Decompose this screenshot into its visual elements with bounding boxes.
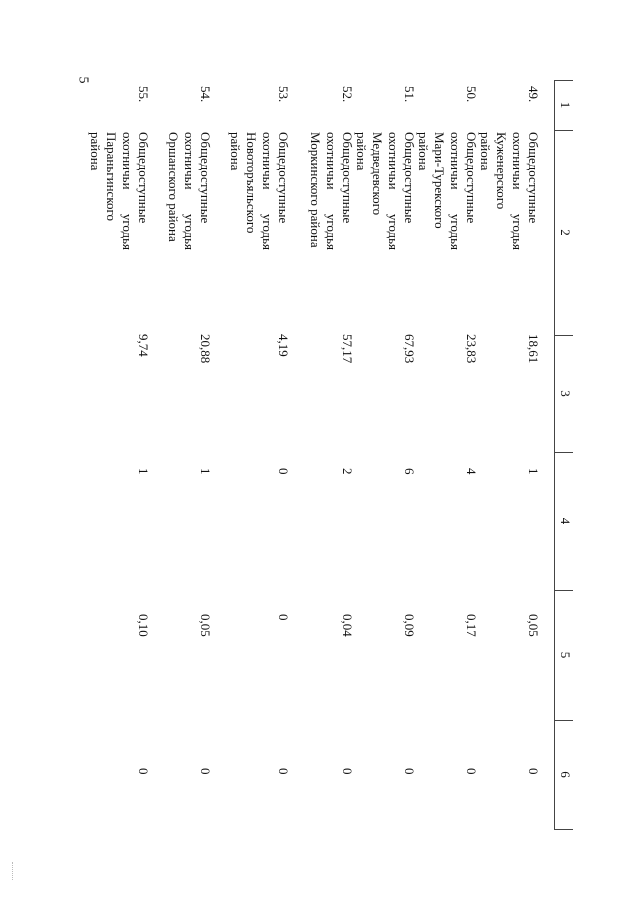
col5-value: 0,05	[198, 614, 213, 637]
row-number: 50.	[464, 86, 479, 103]
col3-value: 4,19	[276, 334, 291, 357]
col3-value: 23,83	[464, 334, 479, 364]
row-number: 55.	[136, 86, 151, 103]
hunting-grounds-table	[88, 80, 575, 830]
col5-value: 0,04	[340, 614, 355, 637]
table-header	[554, 80, 575, 830]
name-line: охотничьи угодья	[324, 132, 339, 250]
row-name	[415, 132, 479, 250]
row-name	[227, 132, 291, 250]
col6-value: 0	[464, 768, 479, 775]
header-col-2: 2	[558, 229, 573, 236]
row-name	[353, 132, 417, 250]
row-name	[165, 132, 213, 250]
row-name	[477, 132, 541, 250]
col4-value: 4	[464, 468, 479, 475]
col4-value: 2	[340, 468, 355, 475]
row-name	[87, 132, 151, 250]
row-number: 52.	[340, 86, 355, 103]
name-line: охотничьи угодья	[386, 132, 401, 250]
name-line: Мари-Турекского района	[416, 132, 447, 229]
name-line: Общедоступные	[198, 132, 213, 224]
name-line: Моркинского района	[308, 132, 323, 248]
header-col-3: 3	[558, 390, 573, 397]
name-line: Общедоступные	[340, 132, 355, 224]
col4-value: 1	[526, 468, 541, 475]
header-col-5: 5	[558, 651, 573, 659]
row-number: 54.	[198, 86, 213, 103]
col3-value: 20,88	[198, 334, 213, 364]
name-line: охотничьи угодья	[448, 132, 463, 250]
name-line: Оршанского района	[166, 132, 181, 242]
page-number: 5	[75, 76, 91, 84]
col5-value: 0,09	[402, 614, 417, 637]
col5-value: 0,10	[136, 614, 151, 637]
scan-mark	[12, 862, 15, 880]
name-line: охотничьи угодья	[120, 132, 135, 250]
col6-value: 0	[198, 768, 213, 775]
col3-value: 9,74	[136, 334, 151, 357]
col6-value: 0	[526, 768, 541, 775]
col3-value: 57,17	[340, 334, 355, 364]
name-line: Новоторъяльского	[244, 132, 259, 234]
header-col-6: 6	[558, 771, 573, 778]
col6-value: 0	[340, 768, 355, 775]
col3-value: 18,61	[526, 334, 541, 364]
col4-value: 6	[402, 468, 417, 475]
col4-value: 1	[136, 468, 151, 475]
row-number: 51.	[402, 86, 417, 103]
col4-value: 1	[198, 468, 213, 475]
col5-value: 0,05	[526, 614, 541, 637]
name-line: охотничьи угодья	[510, 132, 525, 250]
row-number: 49.	[526, 86, 541, 103]
name-line: охотничьи угодья	[260, 132, 275, 250]
name-line: Медведевского района	[354, 132, 385, 216]
name-line: Общедоступные	[276, 132, 291, 224]
col6-value: 0	[136, 768, 151, 775]
name-line: Общедоступные	[526, 132, 541, 224]
name-line: Общедоступные	[402, 132, 417, 224]
name-line: Общедоступные	[136, 132, 151, 224]
col6-value: 0	[276, 768, 291, 775]
col5-value: 0	[276, 614, 291, 621]
name-line: района	[228, 132, 243, 171]
row-number: 53.	[276, 86, 291, 103]
col4-value: 0	[276, 468, 291, 475]
name-line: охотничьи угодья	[182, 132, 197, 250]
row-name	[307, 132, 355, 250]
col6-value: 0	[402, 768, 417, 775]
col3-value: 67,93	[402, 334, 417, 364]
header-col-4: 4	[558, 517, 573, 525]
name-line: Общедоступные	[464, 132, 479, 224]
name-line: Параньгинского района	[88, 132, 119, 221]
name-line: Куженерского района	[478, 132, 509, 210]
header-col-1: 1	[558, 101, 573, 109]
col5-value: 0,17	[464, 614, 479, 637]
